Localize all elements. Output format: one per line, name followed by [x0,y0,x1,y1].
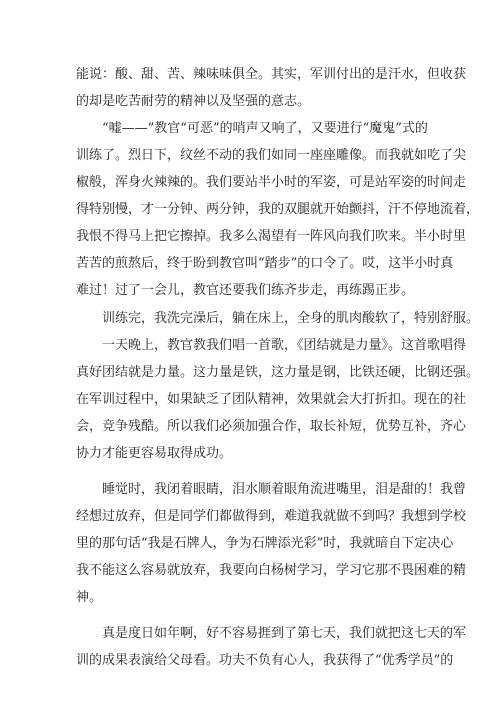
text-line: 的却是吃苦耐劳的精神以及坚强的意志。 [76,94,311,109]
text-line: 能说：酸、甜、苦、辣味味俱全。其实，军训付出的是汗水，但收获 [76,67,467,82]
text-line: 会，竞争残酷。所以我们必须加强合作，取长补短，优势互补，齐心 [76,419,467,434]
text-line: 真好团结就是力量。这力量是铁，这力量是钢，比铁还硬，比钢还强。 [76,365,480,380]
paragraph-start-line: 训练完，我洗完澡后，躺在床上，全身的肌肉酸软了，特别舒服。 [102,311,480,326]
text-line: 我不能这么容易就放弃，我要向白杨树学习，学习它那不畏困难的精 [76,563,467,578]
text-line: 椒般，浑身火辣辣的。我们要站半小时的军姿，可是站军姿的时间走 [76,175,467,190]
text-line: 训的成果表演给父母看。功夫不负有心人，我获得了“优秀学员”的 [76,653,454,668]
text-line: 神。 [76,590,103,605]
text-line: 训练了。烈日下，纹丝不动的我们如同一座座雕像。而我就如吃了尖 [76,148,467,163]
text-line: 经想过放弃，但是同学们都做得到，难道我就做不到吗？我想到学校 [76,509,467,524]
text-line: 苦苦的煎熬后，终于盼到教官叫“踏步”的口令了。哎，这半小时真 [76,256,454,271]
paragraph-start-line: “嘘——”教官“可恶”的哨声又响了，又要进行“魔鬼”式的 [102,121,428,136]
text-line: 我恨不得马上把它擦掉。我多么渴望有一阵风向我们吹来。半小时里 [76,229,467,244]
paragraph-start-line: 真是度日如年啊，好不容易捱到了第七天，我们就把这七天的军 [102,626,467,641]
text-line: 得特别慢，才一分钟、两分钟，我的双腿就开始颤抖，汗不停地流着， [76,202,480,217]
text-line: 里的那句话“我是石牌人，争为石牌添光彩”时，我就暗自下定决心 [76,536,454,551]
paragraph-start-line: 睡觉时，我闭着眼睛，泪水顺着眼角流进嘴里，泪是甜的！我曾 [102,482,467,497]
text-line: 难过！过了一会儿，教官还要我们练齐步走，再练踢正步。 [76,283,415,298]
paragraph-start-line: 一天晚上，教官教我们唱一首歌，《团结就是力量》。这首歌唱得 [102,338,467,353]
text-line: 在军训过程中，如果缺乏了团队精神，效果就会大打折扣。现在的社 [76,392,467,407]
text-line: 协力才能更容易取得成功。 [76,446,233,461]
